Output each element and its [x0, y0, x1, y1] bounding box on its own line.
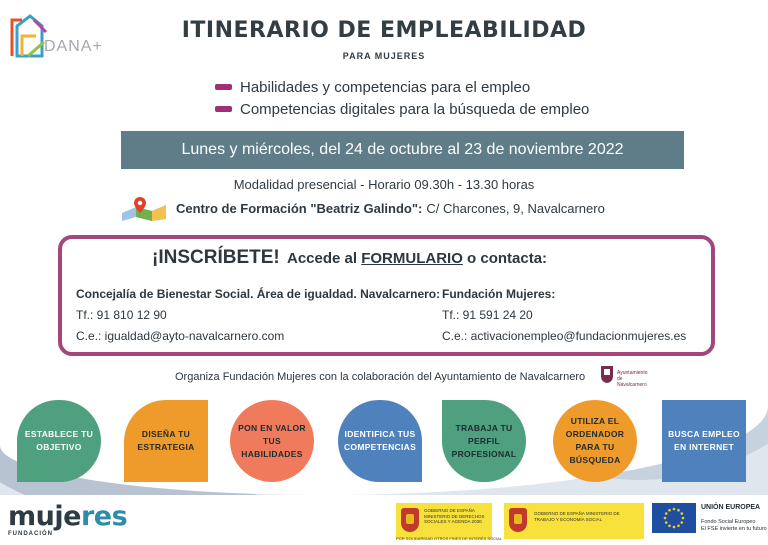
page-title: ITINERARIO DE EMPLEABILIDAD [181, 18, 587, 43]
contact-email: C.e.: activacionempleo@fundacionmujeres.es [442, 329, 687, 343]
gov1-text: GOBIERNO DE ESPAÑA MINISTERIO DE DERECHOS SOCIALES Y AGENDA 2030 [424, 508, 485, 524]
bullet-mark-icon [215, 106, 232, 112]
mujeres-wordmark [8, 503, 127, 531]
gov1-subtext: POR SOLIDARIDAD OTROS FINES DE INTERÉS SOCIAL [396, 536, 503, 541]
signup-box [58, 235, 715, 356]
accede-pre: Accede al [287, 250, 358, 267]
gobierno-trabajo-logo [504, 503, 644, 539]
topic-list [215, 76, 589, 120]
bullet-mark-icon [215, 84, 232, 90]
modality-text: Modalidad presencial - Horario 09.30h - 13.30 horas [233, 177, 535, 192]
crest-icon [600, 364, 614, 384]
contact-fundacion [442, 287, 686, 350]
fundacion-label: FUNDACIÓN [8, 531, 53, 537]
contact-title: Concejalía de Bienestar Social. Área de igualdad. Navalcarnero: [76, 287, 441, 301]
topic-label: Competencias digitales para la búsqueda de empleo [240, 100, 590, 118]
contact-phone: Tf.: 91 810 12 90 [76, 308, 167, 322]
step-card: ESTABLECE TU OBJETIVO [17, 400, 101, 482]
gobierno-derechos-sociales-logo [396, 503, 492, 539]
venue-name: Centro de Formación "Beatriz Galindo": [176, 200, 423, 216]
contact-email: C.e.: igualdad@ayto-navalcarnero.com [76, 329, 285, 343]
eu-sub-line: Fondo Social Europeo [701, 519, 756, 525]
page-subtitle: PARA MUJERES [342, 51, 426, 61]
topic-item [215, 76, 589, 98]
venue-address: C/ Charcones, 9, Navalcarnero [426, 200, 605, 216]
contact-concejalia [76, 287, 440, 350]
eu-subtitle [701, 519, 767, 533]
spain-shield-icon [509, 508, 527, 532]
eu-stars-icon [652, 503, 696, 533]
mujeres-part-b: res [80, 501, 128, 532]
ayuntamiento-logo-text: Ayuntamiento de Navalcarnero [617, 370, 648, 388]
fundacion-mujeres-logo [8, 503, 127, 537]
step-card: TRABAJA TU PERFIL PROFESIONAL [442, 400, 526, 482]
dana-logo-text: DANA+ [44, 38, 103, 55]
eu-title: UNIÓN EUROPEA [701, 504, 761, 511]
contact-phone: Tf.: 91 591 24 20 [442, 308, 533, 322]
organizer-text: Organiza Fundación Mujeres con la colaboración del Ayuntamiento de Navalcarnero [175, 371, 586, 383]
eu-sub-line: El FSE invierte en tu futuro [701, 526, 767, 532]
eu-flag-icon [652, 503, 696, 533]
venue [120, 195, 605, 221]
step-card: UTILIZA EL ORDENADOR PARA TU BÚSQUEDA [553, 400, 637, 482]
gov2-text: GOBIERNO DE ESPAÑA MINISTERIO DE TRABAJO Y ECONOMÍA SOCIAL [534, 511, 620, 522]
date-banner: Lunes y miércoles, del 24 de octubre al 23 de noviembre 2022 [121, 131, 684, 169]
form-link[interactable]: FORMULARIO [361, 250, 463, 267]
step-card: IDENTIFICA TUS COMPETENCIAS [338, 400, 422, 482]
step-card: BUSCA EMPLEO EN INTERNET [662, 400, 746, 482]
signup-heading: ¡INSCRÍBETE! [152, 247, 280, 268]
accede-post: o contacta: [467, 250, 548, 267]
topic-label: Habilidades y competencias para el empleo [240, 78, 531, 96]
mujeres-part-a: muje [8, 501, 81, 532]
topic-item [215, 98, 589, 120]
contact-title: Fundación Mujeres: [442, 287, 556, 301]
spain-shield-icon [401, 508, 419, 532]
step-card: PON EN VALOR TUS HABILIDADES [230, 400, 314, 482]
step-card: DISEÑA TU ESTRATEGIA [124, 400, 208, 482]
map-pin-icon [120, 195, 168, 221]
signup-instruction [287, 250, 547, 267]
ayuntamiento-logo [600, 364, 652, 388]
